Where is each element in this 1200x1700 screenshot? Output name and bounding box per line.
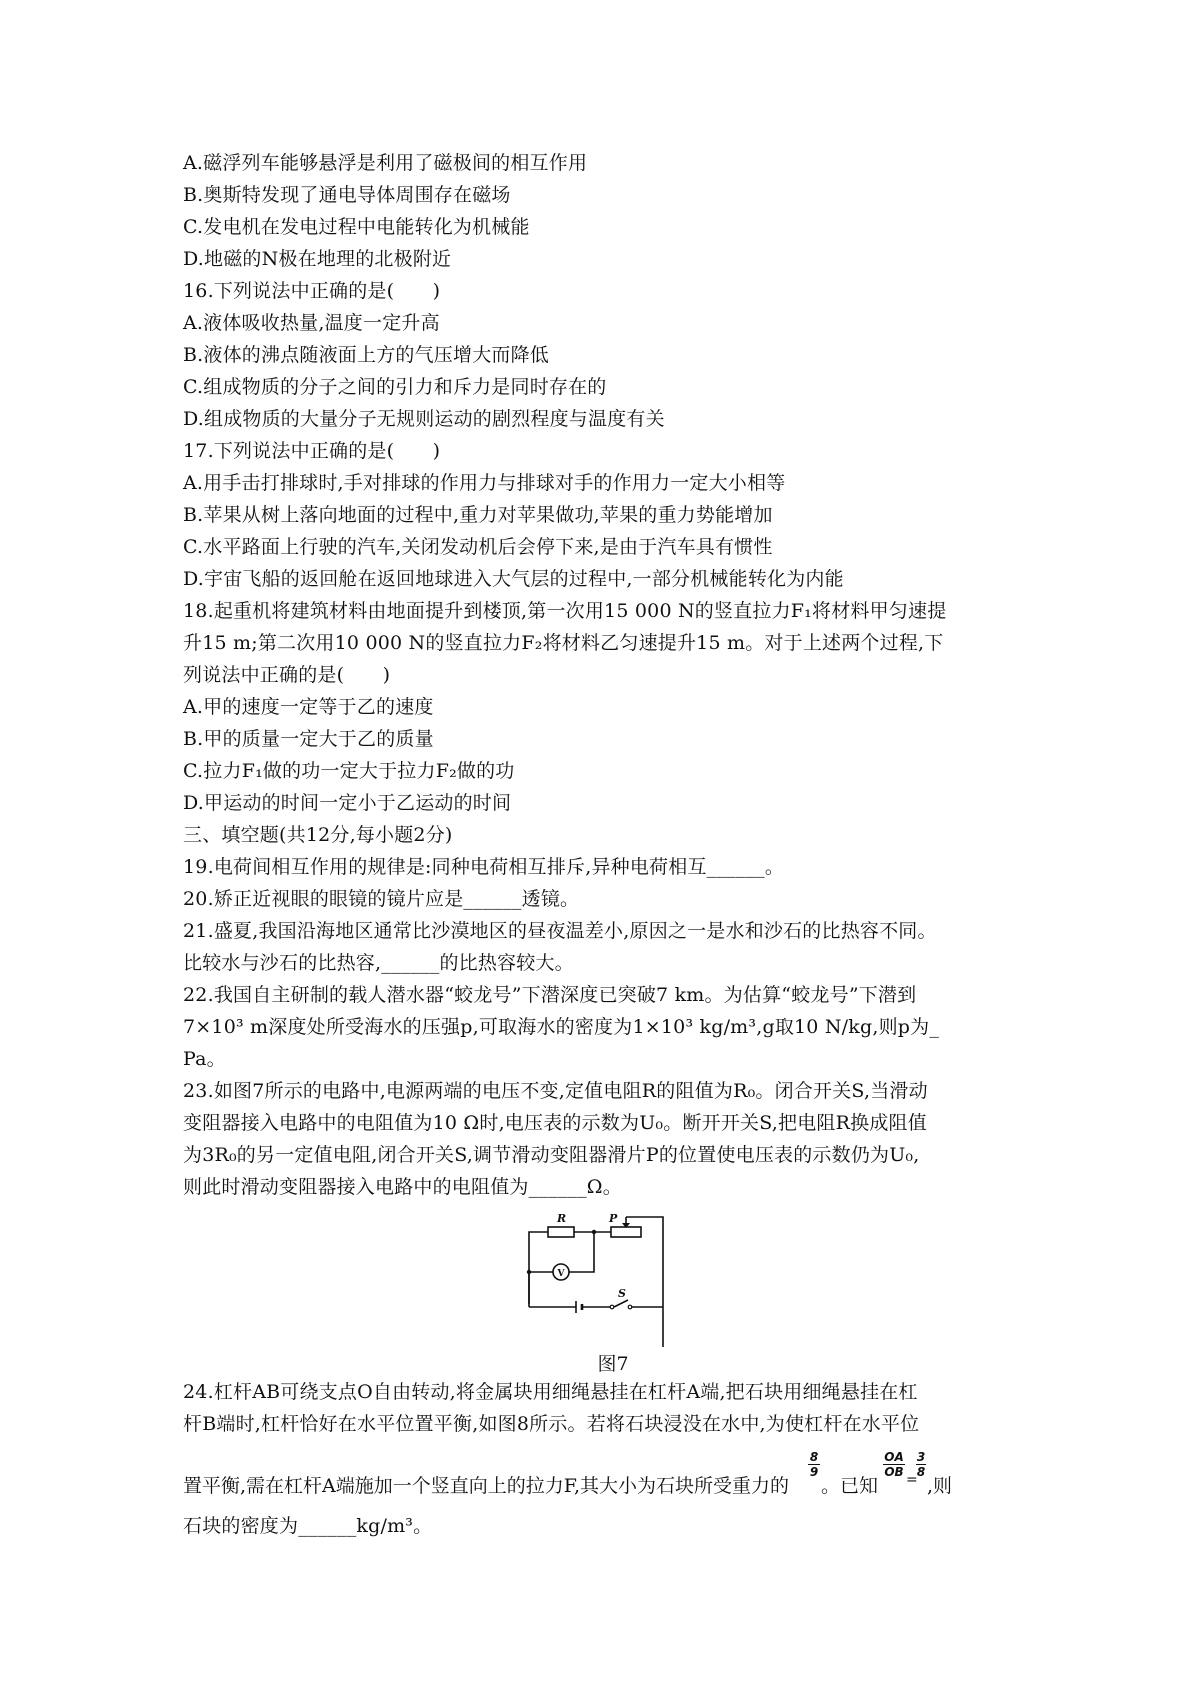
question-text-line: 22.我国自主研制的载人潜水器“蛟龙号”下潜深度已突破7 km。为估算“蛟龙号”下潜到 [183,984,917,1006]
question-text-line: 16.下列说法中正确的是( ) [183,280,441,302]
question-text-line: B.苹果从树上落向地面的过程中,重力对苹果做功,苹果的重力势能增加 [183,504,773,526]
q24-text-line: 24.杠杆AB可绕支点O自由转动,将金属块用细绳悬挂在杠杆A端,把石块用细绳悬挂在杠 [183,1381,918,1403]
question-text-line: B.液体的沸点随液面上方的气压增大而降低 [183,344,550,366]
question-text-line: C.拉力F₁做的功一定大于拉力F₂做的功 [183,760,515,782]
question-text-line: 21.盛夏,我国沿海地区通常比沙漠地区的昼夜温差小,原因之一是水和沙石的比热容不同。 [183,920,937,942]
junction-top [592,1230,596,1234]
label-s: S [618,1287,626,1300]
wire-left-top [529,1232,548,1302]
question-text-line: D.宇宙飞船的返回舱在返回地球进入大气层的过程中,一部分机械能转化为内能 [183,568,844,590]
circuit-diagram [526,1207,686,1347]
q24-last-line: 石块的密度为______kg/m³。 [183,1515,433,1537]
question-text-line: 升15 m;第二次用10 000 N的竖直拉力F₂将材料乙匀速提升15 m。对于上述两个过程,下 [183,632,944,654]
junction-left [527,1270,531,1274]
question-text-line: 23.如图7所示的电路中,电源两端的电压不变,定值电阻R的阻值为R₀。闭合开关S,当滑动 [183,1080,928,1102]
question-text-line: D.甲运动的时间一定小于乙运动的时间 [183,792,512,814]
question-24-fraction-line [183,1440,1043,1504]
question-text-line: 比较水与沙石的比热容,______的比热容较大。 [183,952,574,974]
fraction-3-8 [916,1450,926,1479]
question-text-line: 则此时滑动变阻器接入电路中的电阻值为______Ω。 [183,1176,622,1198]
label-r: R [557,1212,567,1225]
frac3-denominator: 8 [916,1465,926,1479]
q24-text-mid: 。已知 [821,1475,879,1497]
q24-equals: = [906,1472,918,1488]
page-content [183,147,1043,1542]
frac2-numerator: OA [884,1450,904,1464]
switch-contact-right [628,1305,632,1309]
rheostat [611,1227,641,1237]
label-p: P [609,1212,618,1225]
figure-7 [183,1203,1043,1375]
question-text-line: Pa。 [183,1048,226,1070]
question-text-line: D.组成物质的大量分子无规则运动的剧烈程度与温度有关 [183,408,665,430]
resistor-r [548,1227,574,1237]
fraction-8-9 [808,1450,820,1479]
frac1-numerator: 8 [809,1450,819,1464]
question-text-line: 17.下列说法中正确的是( ) [183,440,441,462]
question-text-line: 列说法中正确的是( ) [183,664,391,686]
question-text-line: C.发电机在发电过程中电能转化为机械能 [183,216,530,238]
question-text-line: C.水平路面上行驶的汽车,关闭发动机后会停下来,是由于汽车具有惯性 [183,536,773,558]
question-24 [183,1376,1043,1440]
label-v: V [557,1269,565,1279]
question-text-line: 20.矫正近视眼的眼镜的镜片应是______透镜。 [183,888,580,910]
figure-caption: 图7 [597,1353,629,1375]
question-text-line: A.磁浮列车能够悬浮是利用了磁极间的相互作用 [183,152,588,174]
question-text-line: B.奥斯特发现了通电导体周围存在磁场 [183,184,511,206]
question-text-line: 三、填空题(共12分,每小题2分) [183,824,453,846]
switch-blade [614,1300,628,1307]
question-text-line: 7×10³ m深度处所受海水的压强p,可取海水的密度为1×10³ kg/m³,g取10 N/kg,则p为_ [183,1016,940,1038]
question-text-line: D.地磁的N极在地理的北极附近 [183,248,452,270]
question-text-line: 18.起重机将建筑材料由地面提升到楼顶,第一次用15 000 N的竖直拉力F₁将材料甲匀速提 [183,600,947,622]
question-text-line: 为3R₀的另一定值电阻,闭合开关S,调节滑动变阻器滑片P的位置使电压表的示数仍为U₀, [183,1144,920,1166]
q24-text-before: 置平衡,需在杠杆A端施加一个竖直向上的拉力F,其大小为石块所受重力的 [183,1475,790,1497]
frac3-numerator: 3 [916,1450,926,1464]
q24-text-line: 杆B端时,杠杆恰好在水平位置平衡,如图8所示。若将石块浸没在水中,为使杠杆在水平位 [183,1413,920,1435]
frac1-denominator: 9 [809,1465,819,1479]
wire-junction-to-voltmeter [569,1232,594,1272]
question-text-line: A.用手击打排球时,手对排球的作用力与排球对手的作用力一定大小相等 [183,472,786,494]
fraction-oa-ob [883,1450,905,1479]
switch-contact-left [610,1305,614,1309]
question-text-line: A.液体吸收热量,温度一定升高 [183,312,440,334]
question-text-line: 变阻器接入电路中的电阻值为10 Ω时,电压表的示数为U₀。断开开关S,把电阻R换成阻值 [183,1112,927,1134]
questions-15-23 [183,147,1043,1203]
frac2-denominator: OB [884,1465,904,1479]
q24-text-after: ,则 [927,1475,953,1497]
question-text-line: A.甲的速度一定等于乙的速度 [183,696,434,718]
question-text-line: B.甲的质量一定大于乙的质量 [183,728,434,750]
question-text-line: 19.电荷间相互作用的规律是:同种电荷相互排斥,异种电荷相互______。 [183,856,785,878]
question-text-line: C.组成物质的分子之间的引力和斥力是同时存在的 [183,376,607,398]
